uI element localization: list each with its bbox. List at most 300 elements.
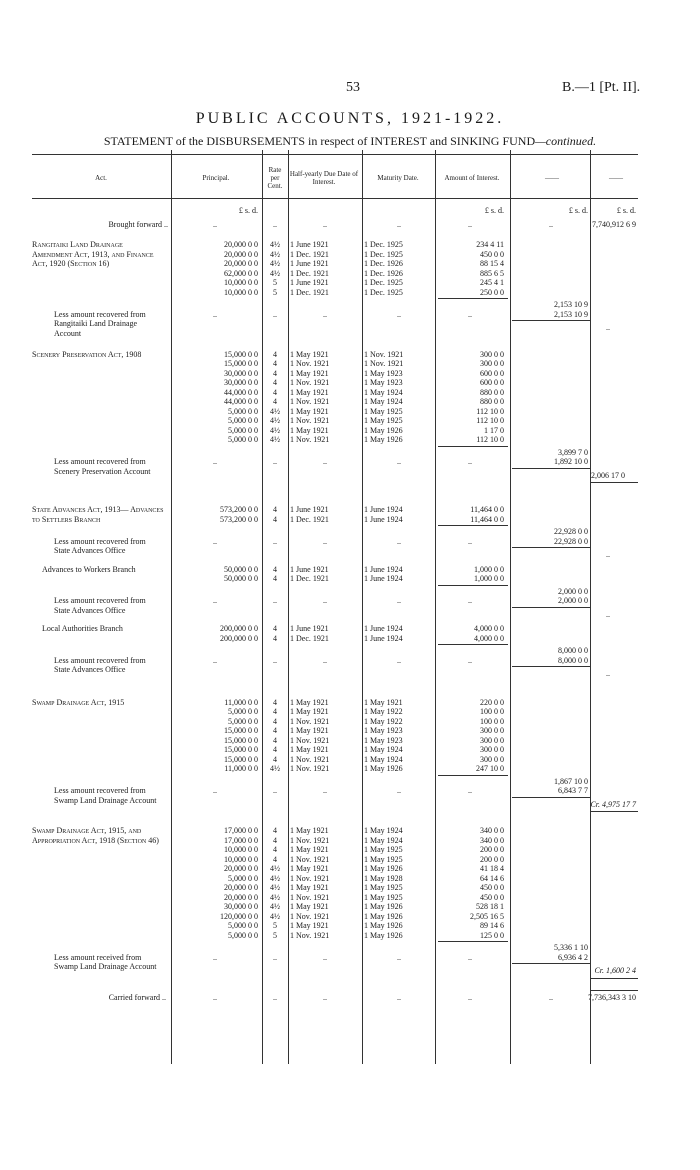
less-recovery-label: Less amount recovered from State Advances Office xyxy=(54,536,146,555)
group-net-amount: .. xyxy=(606,669,610,678)
principal-value: 10,000 0 0 xyxy=(224,854,258,864)
interest-amount: 300 0 0 xyxy=(480,754,504,764)
column-rule xyxy=(435,150,436,1064)
dots: .. xyxy=(213,457,217,466)
interest-amount: 100 0 0 xyxy=(480,707,504,716)
maturity-date: 1 May 1925 xyxy=(364,416,403,425)
less-recovery-amount: 6,936 4 2 xyxy=(558,952,588,962)
interest-subtotal-rule xyxy=(438,298,508,299)
group-subtotal: 8,000 0 0 xyxy=(558,646,588,655)
interest-due-date: 1 May 1921 xyxy=(290,349,329,359)
interest-due-date: 1 May 1921 xyxy=(290,921,329,930)
rate-value: 4½ xyxy=(270,268,280,278)
interest-due-date: 1 Nov. 1921 xyxy=(290,735,330,745)
rate-value: 4 xyxy=(273,697,277,707)
interest-amount: 4,000 0 0 xyxy=(474,624,504,633)
dots: .. xyxy=(468,220,472,229)
maturity-date: 1 May 1924 xyxy=(364,835,403,845)
interest-amount: 64 14 6 xyxy=(480,873,504,883)
dots: .. xyxy=(397,655,401,665)
maturity-date: 1 May 1928 xyxy=(364,873,403,883)
interest-due-date: 1 Nov. 1921 xyxy=(290,716,330,726)
rate-value: 4½ xyxy=(270,425,280,435)
interest-due-date: 1 Nov. 1921 xyxy=(290,397,330,406)
less-recovery-label: Less amount received from Swamp Land Drainage Account xyxy=(54,952,157,971)
principal-value: 20,000 0 0 xyxy=(224,240,258,249)
maturity-date: 1 May 1924 xyxy=(364,754,403,764)
rate-value: 4½ xyxy=(270,259,280,268)
less-recovery-label: Less amount recovered from Scenery Preservation Account xyxy=(54,457,151,476)
interest-due-date: 1 Dec. 1921 xyxy=(290,287,329,297)
col-head-interest: Amount of Interest. xyxy=(444,174,500,182)
interest-due-date: 1 Nov. 1921 xyxy=(290,835,330,845)
interest-due-date: 1 May 1921 xyxy=(290,726,329,735)
col-head-act: Act. xyxy=(95,174,107,182)
maturity-date: 1 May 1926 xyxy=(364,930,403,940)
interest-due-date: 1 May 1921 xyxy=(290,845,329,854)
dots: .. xyxy=(468,952,472,962)
interest-amount: 300 0 0 xyxy=(480,735,504,745)
interest-due-date: 1 Nov. 1921 xyxy=(290,378,330,387)
recovery-rule xyxy=(512,468,590,469)
rate-value: 4 xyxy=(273,378,277,387)
rate-value: 4 xyxy=(273,826,277,835)
column-rule xyxy=(362,150,363,1064)
group-net-amount: Cr. 4,975 17 7 xyxy=(590,799,636,809)
page-number: 53 xyxy=(346,80,360,95)
maturity-date: 1 May 1923 xyxy=(364,378,403,387)
interest-amount: 250 0 0 xyxy=(480,287,504,297)
act-name: Rangitaiki Land Drainage Amendment Act, 1913, and Finance Act, 1920 (Section 16) xyxy=(32,240,154,268)
interest-due-date: 1 Dec. 1921 xyxy=(290,514,329,524)
interest-subtotal-rule xyxy=(438,446,508,447)
group-net-amount: .. xyxy=(606,550,610,559)
interest-amount: 200 0 0 xyxy=(480,854,504,864)
act-name: Advances to Workers Branch xyxy=(42,564,136,574)
column-rule xyxy=(288,150,289,1064)
interest-amount: 1,000 0 0 xyxy=(474,574,504,583)
maturity-date: 1 May 1924 xyxy=(364,745,403,754)
dots: .. xyxy=(323,220,327,229)
interest-amount: 89 14 6 xyxy=(480,921,504,930)
interest-amount: 100 0 0 xyxy=(480,716,504,726)
principal-value: 5,000 0 0 xyxy=(228,921,258,930)
dots: .. xyxy=(468,992,472,1002)
dots: .. xyxy=(273,309,277,319)
principal-value: 17,000 0 0 xyxy=(224,826,258,835)
dots: .. xyxy=(323,952,327,962)
col-head-8: —— xyxy=(609,174,623,182)
rate-value: 4 xyxy=(273,716,277,726)
carried-forward-total: 7,736,343 3 10 xyxy=(588,992,636,1002)
maturity-date: 1 Dec. 1925 xyxy=(364,240,403,249)
group-subtotal: 22,928 0 0 xyxy=(554,527,588,536)
rate-value: 4½ xyxy=(270,406,280,416)
dots: .. xyxy=(273,655,277,665)
rate-value: 4 xyxy=(273,854,277,864)
maturity-date: 1 Dec. 1926 xyxy=(364,268,403,278)
interest-subtotal-rule xyxy=(438,775,508,776)
interest-due-date: 1 May 1921 xyxy=(290,406,329,416)
dots: .. xyxy=(397,309,401,319)
interest-amount: 88 15 4 xyxy=(480,259,504,268)
carried-forward-label: Carried forward .. xyxy=(108,992,166,1002)
less-recovery-label: Less amount recovered from Rangitaiki Land Drainage Account xyxy=(54,309,146,338)
maturity-date: 1 May 1924 xyxy=(364,397,403,406)
dots: .. xyxy=(323,596,327,605)
currency-heading: £ s. d. xyxy=(238,206,258,215)
dots: .. xyxy=(213,952,217,962)
recovery-rule xyxy=(512,607,590,608)
interest-amount: 125 0 0 xyxy=(480,930,504,940)
act-name: State Advances Act, 1913— Advances to Settlers Branch xyxy=(32,505,164,524)
principal-value: 44,000 0 0 xyxy=(224,387,258,397)
rate-value: 4½ xyxy=(270,435,280,444)
currency-heading: £ s. d. xyxy=(568,206,588,215)
maturity-date: 1 June 1924 xyxy=(364,633,403,643)
maturity-date: 1 June 1924 xyxy=(364,514,403,524)
interest-due-date: 1 Dec. 1921 xyxy=(290,249,329,259)
disbursement-table xyxy=(32,150,638,1064)
currency-heading: £ s. d. xyxy=(616,206,636,215)
rate-value: 4 xyxy=(273,707,277,716)
principal-value: 50,000 0 0 xyxy=(224,564,258,574)
maturity-date: 1 May 1925 xyxy=(364,892,403,902)
principal-value: 573,200 0 0 xyxy=(220,505,258,514)
statement-subtitle xyxy=(0,134,700,149)
maturity-date: 1 May 1926 xyxy=(364,764,403,773)
act-name: Local Authorities Branch xyxy=(42,624,123,633)
principal-value: 573,200 0 0 xyxy=(220,514,258,524)
interest-due-date: 1 Nov. 1921 xyxy=(290,435,330,444)
interest-amount: 528 18 1 xyxy=(476,902,504,911)
rate-value: 4½ xyxy=(270,883,280,892)
col-head-7: —— xyxy=(545,174,559,182)
interest-due-date: 1 Nov. 1921 xyxy=(290,416,330,425)
interest-due-date: 1 May 1921 xyxy=(290,745,329,754)
maturity-date: 1 May 1926 xyxy=(364,921,403,930)
header-bottom-rule xyxy=(32,198,638,199)
principal-value: 5,000 0 0 xyxy=(228,406,258,416)
recovery-rule xyxy=(512,547,590,548)
rate-value: 4½ xyxy=(270,416,280,425)
col-head-principal: Principal. xyxy=(202,174,230,182)
maturity-date: 1 May 1922 xyxy=(364,707,403,716)
maturity-date: 1 June 1924 xyxy=(364,505,403,514)
rate-value: 4 xyxy=(273,835,277,845)
interest-amount: 880 0 0 xyxy=(480,397,504,406)
principal-value: 11,000 0 0 xyxy=(224,764,258,773)
maturity-date: 1 Nov. 1921 xyxy=(364,359,404,368)
group-subtotal: 1,867 10 0 xyxy=(554,776,588,786)
interest-amount: 11,464 0 0 xyxy=(470,514,504,524)
interest-amount: 112 10 0 xyxy=(476,406,504,416)
interest-amount: 300 0 0 xyxy=(480,745,504,754)
dots: .. xyxy=(213,309,217,319)
interest-amount: 450 0 0 xyxy=(480,892,504,902)
rate-value: 4 xyxy=(273,349,277,359)
dots: .. xyxy=(323,786,327,795)
principal-value: 5,000 0 0 xyxy=(228,416,258,425)
interest-amount: 247 10 0 xyxy=(476,764,504,773)
maturity-date: 1 May 1926 xyxy=(364,864,403,873)
dots: .. xyxy=(397,992,401,1002)
rate-value: 4½ xyxy=(270,249,280,259)
group-subtotal: 2,153 10 9 xyxy=(554,300,588,309)
rate-value: 4½ xyxy=(270,873,280,883)
maturity-date: 1 May 1923 xyxy=(364,735,403,745)
table-top-rule xyxy=(32,154,638,155)
interest-amount: 450 0 0 xyxy=(480,883,504,892)
interest-due-date: 1 May 1921 xyxy=(290,697,329,707)
dots: .. xyxy=(213,596,217,605)
interest-due-date: 1 June 1921 xyxy=(290,240,329,249)
net-rule xyxy=(590,482,638,483)
interest-amount: 885 6 5 xyxy=(480,268,504,278)
interest-due-date: 1 Dec. 1921 xyxy=(290,574,329,583)
maturity-date: 1 June 1924 xyxy=(364,624,403,633)
dots: .. xyxy=(273,457,277,466)
interest-due-date: 1 May 1921 xyxy=(290,425,329,435)
principal-value: 15,000 0 0 xyxy=(224,726,258,735)
maturity-date: 1 Dec. 1925 xyxy=(364,249,403,259)
rate-value: 4½ xyxy=(270,764,280,773)
maturity-date: 1 May 1926 xyxy=(364,435,403,444)
rate-value: 4½ xyxy=(270,892,280,902)
interest-amount: 1,000 0 0 xyxy=(474,564,504,574)
interest-due-date: 1 Nov. 1921 xyxy=(290,911,330,921)
dots: .. xyxy=(213,220,217,229)
less-recovery-label: Less amount recovered from Swamp Land Drainage Account xyxy=(54,786,157,805)
interest-due-date: 1 May 1921 xyxy=(290,902,329,911)
rate-value: 5 xyxy=(273,921,277,930)
dots: .. xyxy=(397,952,401,962)
interest-due-date: 1 May 1921 xyxy=(290,883,329,892)
interest-due-date: 1 June 1921 xyxy=(290,278,329,287)
rate-value: 4 xyxy=(273,574,277,583)
dots: .. xyxy=(323,457,327,466)
interest-due-date: 1 Nov. 1921 xyxy=(290,764,330,773)
group-net-amount: 2,006 17 0 xyxy=(591,470,625,480)
dots: .. xyxy=(468,309,472,319)
principal-value: 20,000 0 0 xyxy=(224,892,258,902)
less-recovery-amount: 1,892 10 0 xyxy=(554,457,588,466)
principal-value: 120,000 0 0 xyxy=(220,911,258,921)
principal-value: 5,000 0 0 xyxy=(228,930,258,940)
column-rule xyxy=(171,150,172,1064)
subtitle-continued: —continued. xyxy=(535,134,597,148)
interest-due-date: 1 Dec. 1921 xyxy=(290,633,329,643)
interest-due-date: 1 June 1921 xyxy=(290,624,329,633)
principal-value: 20,000 0 0 xyxy=(224,864,258,873)
act-name: Swamp Drainage Act, 1915 xyxy=(32,697,125,707)
interest-amount: 112 10 0 xyxy=(476,416,504,425)
maturity-date: 1 May 1923 xyxy=(364,726,403,735)
currency-heading: £ s. d. xyxy=(484,206,504,215)
maturity-date: 1 June 1924 xyxy=(364,564,403,574)
maturity-date: 1 Dec. 1926 xyxy=(364,259,403,268)
brought-forward-label: Brought forward .. xyxy=(108,220,168,229)
principal-value: 15,000 0 0 xyxy=(224,359,258,368)
maturity-date: 1 May 1923 xyxy=(364,368,403,378)
less-recovery-label: Less amount recovered from State Advances Office xyxy=(54,596,146,615)
principal-value: 15,000 0 0 xyxy=(224,754,258,764)
interest-amount: 11,464 0 0 xyxy=(470,505,504,514)
interest-amount: 300 0 0 xyxy=(480,359,504,368)
maturity-date: 1 Dec. 1925 xyxy=(364,287,403,297)
dots: .. xyxy=(468,596,472,605)
principal-value: 62,000 0 0 xyxy=(224,268,258,278)
dots: .. xyxy=(397,457,401,466)
interest-due-date: 1 Nov. 1921 xyxy=(290,359,330,368)
maturity-date: 1 May 1921 xyxy=(364,697,403,707)
recovery-rule xyxy=(512,320,590,321)
dots: .. xyxy=(213,655,217,665)
dots: .. xyxy=(397,786,401,795)
carried-total-rule xyxy=(590,990,638,991)
interest-due-date: 1 June 1921 xyxy=(290,564,329,574)
dots: .. xyxy=(273,786,277,795)
maturity-date: 1 Dec. 1925 xyxy=(364,278,403,287)
dots: .. xyxy=(397,536,401,546)
principal-value: 17,000 0 0 xyxy=(224,835,258,845)
interest-amount: 200 0 0 xyxy=(480,845,504,854)
rate-value: 4 xyxy=(273,726,277,735)
dots: .. xyxy=(213,786,217,795)
group-net-amount: .. xyxy=(606,609,610,619)
rate-value: 4½ xyxy=(270,864,280,873)
col-head-rate: Rate per Cent. xyxy=(267,166,283,190)
rate-value: 5 xyxy=(273,287,277,297)
dots: .. xyxy=(468,536,472,546)
interest-amount: 340 0 0 xyxy=(480,826,504,835)
principal-value: 30,000 0 0 xyxy=(224,902,258,911)
report-reference: B.—1 [Pt. II]. xyxy=(562,80,641,95)
maturity-date: 1 May 1925 xyxy=(364,854,403,864)
dots: .. xyxy=(468,655,472,665)
maturity-date: 1 May 1925 xyxy=(364,883,403,892)
principal-value: 10,000 0 0 xyxy=(224,287,258,297)
interest-due-date: 1 Nov. 1921 xyxy=(290,930,330,940)
dots: .. xyxy=(468,457,472,466)
principal-value: 5,000 0 0 xyxy=(228,873,258,883)
col-head-maturity: Maturity Date. xyxy=(377,174,419,182)
principal-value: 20,000 0 0 xyxy=(224,249,258,259)
principal-value: 200,000 0 0 xyxy=(220,624,258,633)
group-subtotal: 5,336 1 10 xyxy=(554,943,588,952)
rate-value: 5 xyxy=(273,930,277,940)
interest-amount: 450 0 0 xyxy=(480,249,504,259)
rate-value: 4 xyxy=(273,368,277,378)
act-name: Swamp Drainage Act, 1915, and Appropriation Act, 1918 (Section 46) xyxy=(32,826,159,845)
interest-subtotal-rule xyxy=(438,525,508,526)
recovery-rule xyxy=(512,797,590,798)
less-recovery-label: Less amount recovered from State Advances Office xyxy=(54,655,146,674)
rate-value: 5 xyxy=(273,278,277,287)
maturity-date: 1 May 1925 xyxy=(364,845,403,854)
interest-amount: 300 0 0 xyxy=(480,726,504,735)
dots: .. xyxy=(323,655,327,665)
maturity-date: 1 Nov. 1921 xyxy=(364,349,404,359)
interest-due-date: 1 Nov. 1921 xyxy=(290,873,330,883)
rate-value: 4 xyxy=(273,514,277,524)
rate-value: 4 xyxy=(273,845,277,854)
dots: .. xyxy=(213,536,217,546)
principal-value: 15,000 0 0 xyxy=(224,745,258,754)
maturity-date: 1 May 1926 xyxy=(364,902,403,911)
principal-value: 200,000 0 0 xyxy=(220,633,258,643)
rate-value: 4 xyxy=(273,624,277,633)
interest-due-date: 1 May 1921 xyxy=(290,387,329,397)
less-recovery-amount: 22,928 0 0 xyxy=(554,536,588,546)
rate-value: 4½ xyxy=(270,902,280,911)
interest-amount: 300 0 0 xyxy=(480,349,504,359)
maturity-date: 1 May 1926 xyxy=(364,425,403,435)
interest-amount: 234 4 11 xyxy=(476,240,504,249)
less-recovery-amount: 2,000 0 0 xyxy=(558,596,588,605)
dots: .. xyxy=(549,992,553,1002)
dots: .. xyxy=(323,309,327,319)
interest-due-date: 1 May 1921 xyxy=(290,826,329,835)
group-net-amount: Cr. 1,600 2 4 xyxy=(594,966,636,975)
rate-value: 4 xyxy=(273,745,277,754)
interest-amount: 2,505 16 5 xyxy=(470,911,504,921)
net-rule xyxy=(590,978,638,979)
rate-value: 4 xyxy=(273,387,277,397)
interest-amount: 220 0 0 xyxy=(480,697,504,707)
principal-value: 10,000 0 0 xyxy=(224,278,258,287)
interest-amount: 600 0 0 xyxy=(480,368,504,378)
principal-value: 5,000 0 0 xyxy=(228,425,258,435)
interest-amount: 245 4 1 xyxy=(480,278,504,287)
maturity-date: 1 May 1922 xyxy=(364,716,403,726)
interest-subtotal-rule xyxy=(438,941,508,942)
act-name: Scenery Preservation Act, 1908 xyxy=(32,349,142,359)
principal-value: 5,000 0 0 xyxy=(228,716,258,726)
column-rule xyxy=(590,150,591,1064)
page-title: PUBLIC ACCOUNTS, 1921-1922. xyxy=(195,110,505,127)
recovery-rule xyxy=(512,963,590,964)
interest-amount: 4,000 0 0 xyxy=(474,633,504,643)
interest-amount: 1 17 0 xyxy=(484,425,504,435)
principal-value: 5,000 0 0 xyxy=(228,435,258,444)
principal-value: 10,000 0 0 xyxy=(224,845,258,854)
dots: .. xyxy=(323,992,327,1002)
principal-value: 11,000 0 0 xyxy=(224,697,258,707)
interest-due-date: 1 Dec. 1921 xyxy=(290,268,329,278)
interest-amount: 112 10 0 xyxy=(476,435,504,444)
interest-amount: 340 0 0 xyxy=(480,835,504,845)
dots: .. xyxy=(273,596,277,605)
dots: .. xyxy=(468,786,472,795)
less-recovery-amount: 2,153 10 9 xyxy=(554,309,588,319)
dots: .. xyxy=(273,952,277,962)
maturity-date: 1 June 1924 xyxy=(364,574,403,583)
rate-value: 4½ xyxy=(270,911,280,921)
interest-due-date: 1 Nov. 1921 xyxy=(290,754,330,764)
dots: .. xyxy=(397,220,401,229)
interest-due-date: 1 May 1921 xyxy=(290,864,329,873)
principal-value: 20,000 0 0 xyxy=(224,883,258,892)
dots: .. xyxy=(273,992,277,1002)
maturity-date: 1 May 1924 xyxy=(364,387,403,397)
maturity-date: 1 May 1925 xyxy=(364,406,403,416)
dots: .. xyxy=(549,220,553,229)
principal-value: 44,000 0 0 xyxy=(224,397,258,406)
recovery-rule xyxy=(512,666,590,667)
less-recovery-amount: 6,843 7 7 xyxy=(558,786,588,795)
rate-value: 4 xyxy=(273,359,277,368)
